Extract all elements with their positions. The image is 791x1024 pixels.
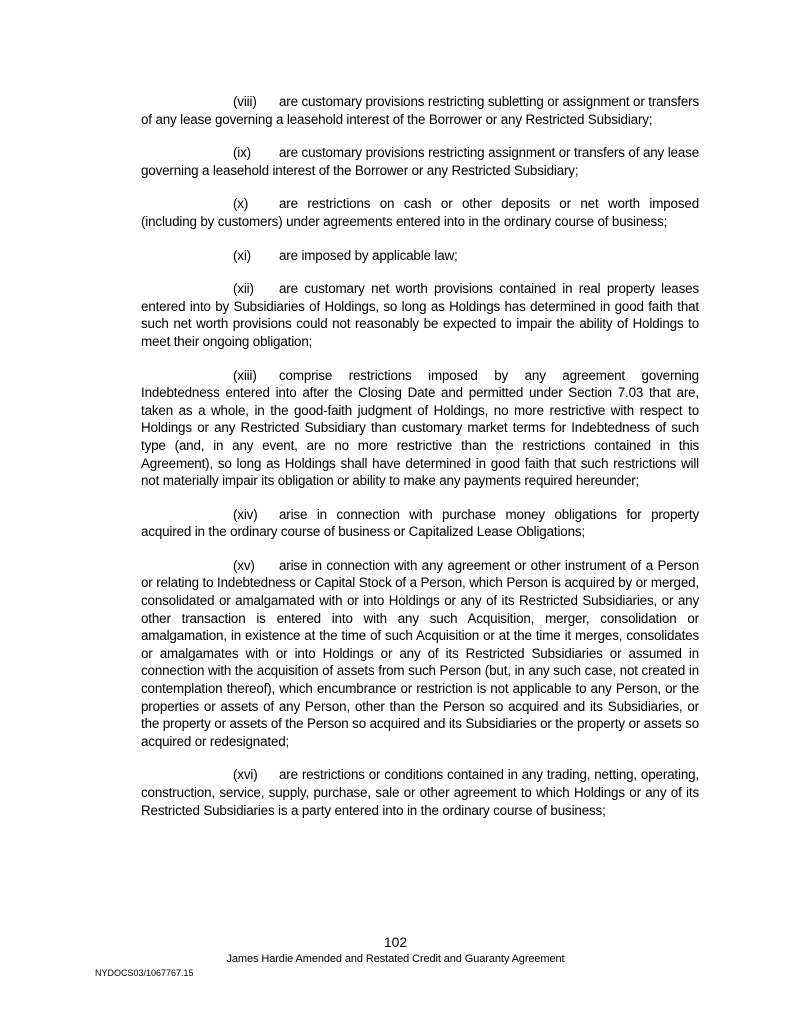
document-id: NYDOCS03/1067767.15 xyxy=(95,968,194,978)
clause-text: are restrictions or conditions contained in any trading, netting, operating, construction, service, supply, purchase, sale or other agreement to which Holdings or any of its Restricted Subsidiaries is a party entered into in the ordinary course of business; xyxy=(141,767,699,818)
clause-number: (xvi) xyxy=(233,767,258,783)
clause-text: are imposed by applicable law; xyxy=(279,247,458,263)
footer-title: James Hardie Amended and Restated Credit and Guaranty Agreement xyxy=(226,953,565,965)
page-number: 102 xyxy=(383,934,408,950)
clause-xiv xyxy=(141,506,699,541)
clause-number: (xv) xyxy=(233,557,255,573)
clause-ix xyxy=(141,144,699,179)
clause-number: (ix) xyxy=(233,145,251,161)
clause-text: are customary provisions restricting assignment or transfers of any lease governing a leasehold interest of the Borrower or any Restricted Subsidiary; xyxy=(141,145,699,178)
body-text xyxy=(141,93,699,835)
clause-text: are customary provisions restricting subletting or assignment or transfers of any lease governing a leasehold interest of the Borrower or any Restricted Subsidiary; xyxy=(141,94,699,127)
clause-x xyxy=(141,195,699,230)
clause-number: (xiv) xyxy=(233,506,258,522)
clause-number: (xii) xyxy=(233,281,254,297)
clause-viii xyxy=(141,93,699,128)
clause-text: comprise restrictions imposed by any agreement governing Indebtedness entered into after the Closing Date and permitted under Section 7.03 that are, taken as a whole, in the good-faith judgment of Holdings, no more restrictive with respect to Holdings or any Restricted Subsidiary than customary market terms for Indebtedness of such type (and, in any event, are no more restrictive than the restrictions contained in this Agreement), so long as Holdings shall have determined in good faith that such restrictions will not materially impair its obligation or ability to make any payments required hereunder; xyxy=(141,367,699,489)
clause-number: (x) xyxy=(233,196,249,212)
clause-text: are restrictions on cash or other deposits or net worth imposed (including by customers) under agreements entered into in the ordinary course of business; xyxy=(141,196,699,229)
clause-number: (xi) xyxy=(233,247,251,263)
clause-text: arise in connection with purchase money obligations for property acquired in the ordinary course of business or Capitalized Lease Obligations; xyxy=(141,506,699,540)
clause-xi xyxy=(141,247,699,265)
clause-number: (viii) xyxy=(233,94,257,109)
clause-xv xyxy=(141,557,699,751)
clause-xii xyxy=(141,280,699,350)
clause-xvi xyxy=(141,766,699,819)
clause-text: are customary net worth provisions contained in real property leases entered into by Subsidiaries of Holdings, so long as Holdings has determined in good faith that such net worth provisions could not reasonably be expected to impair the ability of Holdings to meet their ongoing obligation; xyxy=(141,281,699,349)
clause-xiii xyxy=(141,367,699,490)
clause-text: arise in connection with any agreement or other instrument of a Person or relating to Indebtedness or Capital Stock of a Person, which Person is acquired by or merged, consolidated or amalgamated with or into Holdings or any of its Restricted Subsidiaries, or any other transaction is entered into with any such Acquisition, merger, consolidation or amalgamation, in existence at the time of such Acquisition or at the time it merges, consolidates or amalgamates with or into Holdings or any of its Restricted Subsidiaries or assumed in connection with the acquisition of assets from such Person (but, in any such case, not created in contemplation thereof), which encumbrance or restriction is not applicable to any Person, or the properties or assets of any Person, other than the Person so acquired and its Subsidiaries, or the property or assets of the Person so acquired and its Subsidiaries or the property or assets so acquired or redesignated; xyxy=(141,557,699,749)
clause-number: (xiii) xyxy=(233,367,257,383)
